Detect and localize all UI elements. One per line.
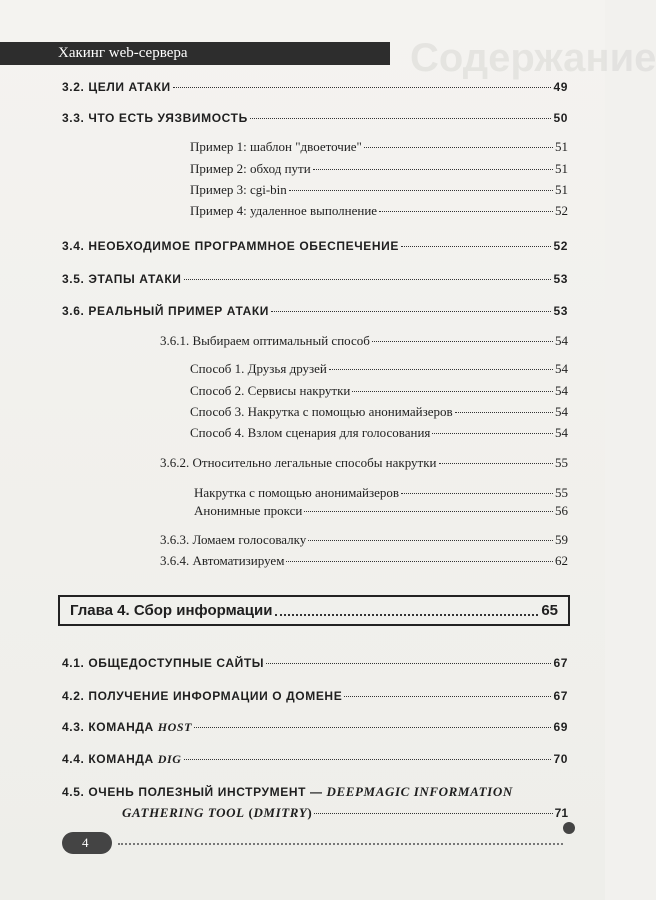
toc-entry-title: 4.1. ОБЩЕДОСТУПНЫЕ САЙТЫ bbox=[62, 656, 265, 670]
toc-entry-title: 3.6.1. Выбираем оптимальный способ bbox=[160, 333, 370, 348]
toc-entry-3-6-2[interactable] bbox=[160, 455, 568, 471]
toc-entry-title: 3.6.3. Ломаем голосовалку bbox=[160, 532, 307, 547]
leader-dots bbox=[364, 147, 553, 148]
leader-dots bbox=[439, 463, 554, 464]
page-number: 4 bbox=[82, 835, 89, 850]
leader-dots bbox=[271, 311, 551, 312]
page-number-badge bbox=[62, 832, 112, 854]
toc-entry-anonymizer-boost[interactable] bbox=[194, 485, 568, 501]
toc-entry-method-3[interactable] bbox=[190, 404, 568, 420]
toc-page-number: 54 bbox=[555, 333, 568, 348]
toc-page-number: 51 bbox=[555, 139, 568, 154]
toc-entry-3-3[interactable] bbox=[62, 111, 568, 125]
toc-entry-title: Пример 4: удаленное выполнение bbox=[190, 203, 378, 218]
toc-page-number: 51 bbox=[555, 182, 568, 197]
toc-entry-title: Способ 4. Взлом сценария для голосования bbox=[190, 425, 431, 440]
toc-entry-title: 3.3. ЧТО ЕСТЬ УЯЗВИМОСТЬ bbox=[62, 111, 248, 125]
leader-dots bbox=[401, 246, 552, 247]
toc-entry-title: Способ 3. Накрутка с помощью анонимайзеров bbox=[190, 404, 453, 419]
toc-page-number: 55 bbox=[555, 485, 568, 500]
toc-entry-title: Способ 2. Сервисы накрутки bbox=[190, 383, 351, 398]
leader-dots bbox=[314, 813, 552, 814]
background-ghost-heading: Содержание bbox=[410, 36, 656, 80]
toc-page-number: 54 bbox=[555, 383, 568, 398]
toc-entry-4-3[interactable] bbox=[62, 720, 568, 735]
toc-entry-example-4[interactable] bbox=[190, 203, 568, 219]
running-header-title: Хакинг web-сервера bbox=[58, 45, 188, 61]
toc-entry-title bbox=[62, 784, 513, 800]
toc-page-number: 67 bbox=[553, 689, 568, 703]
toc-entry-title-command: HOST bbox=[157, 720, 193, 734]
toc-entry-title: Пример 1: шаблон "двоеточие" bbox=[190, 139, 362, 154]
toc-page-number: 67 bbox=[553, 656, 568, 670]
toc-entry-3-6-3[interactable] bbox=[160, 532, 568, 548]
leader-dots bbox=[275, 614, 538, 616]
toc-page-number: 53 bbox=[553, 304, 568, 318]
toc-page-number: 51 bbox=[555, 161, 568, 176]
toc-entry-title: Анонимные прокси bbox=[194, 503, 303, 518]
leader-dots bbox=[184, 279, 552, 280]
toc-page-number: 54 bbox=[555, 425, 568, 440]
leader-dots bbox=[184, 759, 552, 760]
toc-page-number: 55 bbox=[555, 455, 568, 470]
toc-page-number: 50 bbox=[553, 111, 568, 125]
leader-dots bbox=[308, 540, 553, 541]
toc-entry-title-tool: DEEPMAGIC INFORMATION bbox=[326, 784, 513, 799]
leader-dots bbox=[352, 391, 553, 392]
toc-entry-title: 3.5. ЭТАПЫ АТАКИ bbox=[62, 272, 182, 286]
toc-entry-4-5-line-2[interactable] bbox=[122, 805, 568, 821]
leader-dots bbox=[432, 433, 553, 434]
toc-page-number: 70 bbox=[553, 752, 568, 766]
toc-entry-4-4[interactable] bbox=[62, 752, 568, 767]
leader-dots bbox=[266, 663, 551, 664]
toc-entry-title-prefix: 4.5. ОЧЕНЬ ПОЛЕЗНЫЙ ИНСТРУМЕНТ — bbox=[62, 785, 327, 799]
toc-page-number: 59 bbox=[555, 532, 568, 547]
toc-page-number: 56 bbox=[555, 503, 568, 518]
toc-entry-title: 3.2. ЦЕЛИ АТАКИ bbox=[62, 80, 171, 94]
toc-page-number: 69 bbox=[553, 720, 568, 734]
leader-dots bbox=[289, 190, 553, 191]
toc-entry-title-abbr: DMITRY bbox=[253, 805, 308, 820]
toc-entry-3-2[interactable] bbox=[62, 80, 568, 94]
toc-entry-method-1[interactable] bbox=[190, 361, 568, 377]
toc-page-number: 71 bbox=[554, 806, 568, 820]
toc-page-number: 52 bbox=[555, 203, 568, 218]
leader-dots bbox=[455, 412, 553, 413]
toc-page-number: 54 bbox=[555, 361, 568, 376]
toc-entry-title: 4.2. ПОЛУЧЕНИЕ ИНФОРМАЦИИ О ДОМЕНЕ bbox=[62, 689, 343, 703]
toc-entry-4-2[interactable] bbox=[62, 689, 568, 703]
toc-entry-title: 3.6.2. Относительно легальные способы накрутки bbox=[160, 455, 437, 470]
toc-entry-title: Пример 2: обход пути bbox=[190, 161, 311, 176]
leader-dots bbox=[250, 118, 552, 119]
leader-dots bbox=[194, 727, 551, 728]
chapter-page-number: 65 bbox=[541, 602, 558, 619]
toc-entry-title: Пример 3: cgi-bin bbox=[190, 182, 287, 197]
chapter-title: Глава 4. Сбор информации bbox=[70, 602, 273, 619]
toc-entry-title: 3.4. НЕОБХОДИМОЕ ПРОГРАММНОЕ ОБЕСПЕЧЕНИЕ bbox=[62, 239, 399, 253]
toc-entry-example-2[interactable] bbox=[190, 161, 568, 177]
toc-page-number: 54 bbox=[555, 404, 568, 419]
leader-dots bbox=[372, 341, 553, 342]
toc-entry-3-6-1[interactable] bbox=[160, 333, 568, 349]
toc-entry-3-4[interactable] bbox=[62, 239, 568, 253]
leader-dots bbox=[286, 561, 553, 562]
toc-entry-4-5-line-1[interactable] bbox=[62, 784, 568, 800]
toc-entry-anonymous-proxies[interactable] bbox=[194, 503, 568, 519]
toc-entry-title-prefix: 4.3. КОМАНДА bbox=[62, 720, 158, 734]
leader-dots bbox=[304, 511, 553, 512]
leader-dots bbox=[401, 493, 553, 494]
toc-entry-title-tool-cont: GATHERING TOOL bbox=[122, 805, 245, 820]
toc-entry-method-4[interactable] bbox=[190, 425, 568, 441]
toc-page-number: 52 bbox=[553, 239, 568, 253]
leader-dots bbox=[313, 169, 553, 170]
paren-close: ) bbox=[307, 805, 313, 820]
toc-entry-example-1[interactable] bbox=[190, 139, 568, 155]
footer-dotted-rule bbox=[118, 843, 563, 845]
leader-dots bbox=[173, 87, 552, 88]
toc-entry-title bbox=[62, 752, 182, 767]
chapter-4-heading[interactable] bbox=[58, 595, 570, 626]
toc-page-number: 53 bbox=[553, 272, 568, 286]
toc-entry-method-2[interactable] bbox=[190, 383, 568, 399]
footer-dot-ornament bbox=[563, 822, 575, 834]
toc-entry-3-6-4[interactable] bbox=[160, 553, 568, 569]
leader-dots bbox=[344, 696, 551, 697]
leader-dots bbox=[329, 369, 553, 370]
toc-entry-title: 3.6. РЕАЛЬНЫЙ ПРИМЕР АТАКИ bbox=[62, 304, 270, 318]
toc-page-number: 49 bbox=[553, 80, 568, 94]
toc-entry-title: 3.6.4. Автоматизируем bbox=[160, 553, 285, 568]
toc-page-number: 62 bbox=[555, 553, 568, 568]
toc-entry-title: Способ 1. Друзья друзей bbox=[190, 361, 327, 376]
toc-entry-3-5[interactable] bbox=[62, 272, 568, 286]
toc-entry-4-1[interactable] bbox=[62, 656, 568, 670]
toc-entry-3-6[interactable] bbox=[62, 304, 568, 318]
toc-entry-title: Накрутка с помощью анонимайзеров bbox=[194, 485, 400, 500]
running-header-bar bbox=[0, 42, 390, 65]
toc-entry-title-command: DIG bbox=[157, 752, 182, 766]
paren-open: ( bbox=[244, 805, 254, 820]
toc-entry-title-continued bbox=[122, 805, 312, 821]
toc-entry-example-3[interactable] bbox=[190, 182, 568, 198]
toc-entry-title bbox=[62, 720, 192, 735]
toc-entry-title-prefix: 4.4. КОМАНДА bbox=[62, 752, 158, 766]
leader-dots bbox=[379, 211, 553, 212]
